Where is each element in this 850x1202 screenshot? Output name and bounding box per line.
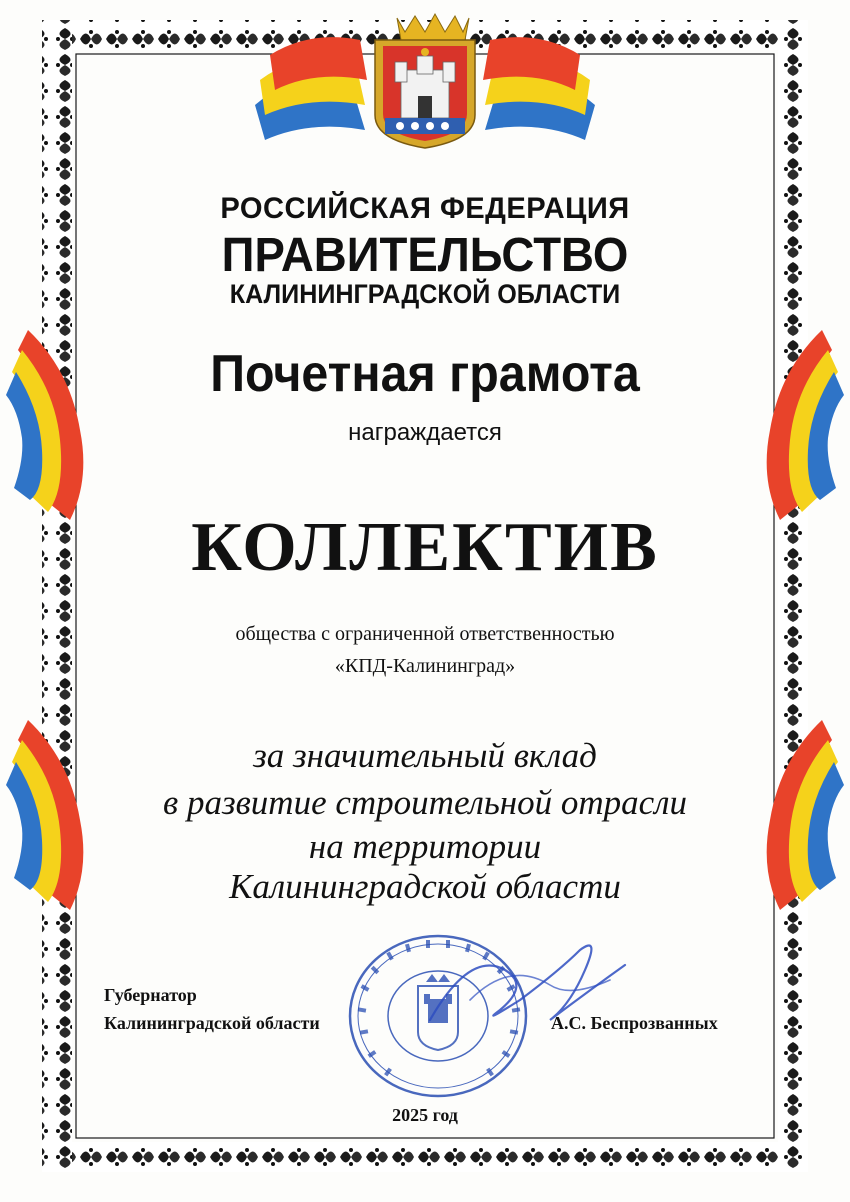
reason-line: в развитие строительной отрасли [163,783,687,822]
award-verb: награждается [348,419,502,446]
recipient-name: КОЛЛЕКТИВ [191,509,659,586]
government-heading: ПРАВИТЕЛЬСТВО [221,229,629,282]
reason-line: на территории [308,827,542,866]
signer-position: Губернатор [104,985,197,1005]
organization-type: общества с ограниченной ответственностью [235,623,615,645]
region-heading: КАЛИНИНГРАДСКОЙ ОБЛАСТИ [229,279,621,309]
award-year: 2025 год [392,1105,458,1125]
reason-line: за значительный вклад [253,736,597,775]
award-title: Почетная грамота [210,345,640,403]
signer-region: Калининградской области [104,1013,320,1033]
handwritten-signature [410,930,640,1050]
country-heading: РОССИЙСКАЯ ФЕДЕРАЦИЯ [220,192,630,225]
signer-name: А.С. Беспрозванных [551,1013,718,1033]
reason-line: Калининградской области [229,867,621,906]
organization-name: «КПД-Калининград» [334,655,516,677]
coat-of-arms-emblem [255,10,595,150]
